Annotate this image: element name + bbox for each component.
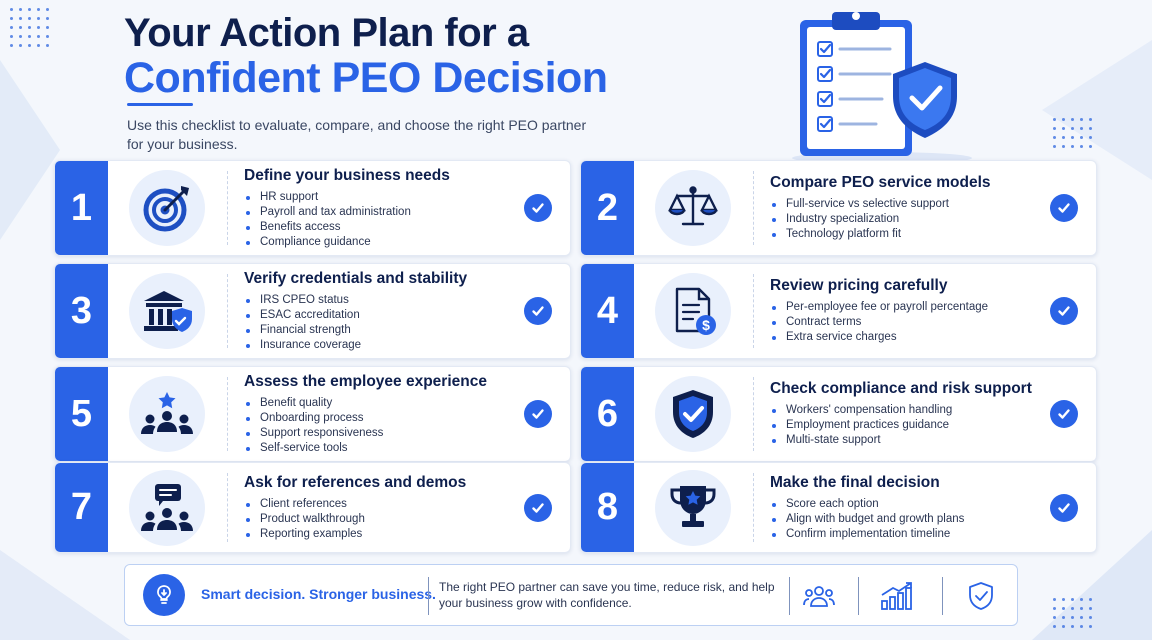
divider bbox=[227, 171, 228, 245]
step-number: 8 bbox=[581, 463, 634, 552]
dot bbox=[46, 44, 49, 47]
step-checklist bbox=[244, 190, 510, 250]
step-content bbox=[770, 277, 1036, 345]
title-line-1: Your Action Plan for a bbox=[124, 11, 529, 55]
dot bbox=[46, 26, 49, 29]
dot bbox=[1080, 127, 1083, 130]
invoice-dollar-icon bbox=[655, 273, 731, 349]
dot bbox=[1080, 118, 1083, 121]
dot bbox=[1089, 145, 1092, 148]
dot bbox=[1089, 607, 1092, 610]
dot bbox=[19, 17, 22, 20]
background-shape bbox=[0, 60, 60, 240]
team-chat-icon bbox=[129, 470, 205, 546]
step-title: Make the final decision bbox=[770, 474, 940, 491]
dot bbox=[19, 44, 22, 47]
dot bbox=[19, 8, 22, 11]
dot bbox=[10, 17, 13, 20]
step-content bbox=[244, 167, 510, 250]
dot bbox=[1062, 625, 1065, 628]
dot bbox=[1053, 616, 1056, 619]
step-title: Review pricing carefully bbox=[770, 277, 948, 294]
dot bbox=[1080, 616, 1083, 619]
footer-description: The right PEO partner can save you time, reduce risk, and help your business grow with confidence. bbox=[439, 580, 775, 610]
checkmark-icon[interactable] bbox=[524, 494, 552, 522]
dot bbox=[1080, 145, 1083, 148]
title-underline bbox=[127, 103, 193, 106]
dot bbox=[1071, 607, 1074, 610]
checklist-item: Payroll and tax administration bbox=[244, 205, 510, 220]
dot bbox=[1071, 598, 1074, 601]
summary-banner bbox=[124, 564, 1018, 626]
step-card-3 bbox=[54, 263, 571, 359]
checklist-item: Contract terms bbox=[770, 315, 1036, 330]
step-content bbox=[770, 174, 1036, 242]
dot bbox=[1062, 136, 1065, 139]
checklist-item: Benefit quality bbox=[244, 396, 510, 411]
dot bbox=[1053, 598, 1056, 601]
growth-chart-icon bbox=[879, 578, 915, 614]
dot bbox=[1071, 118, 1074, 121]
step-content bbox=[244, 373, 510, 456]
checklist-item: Workers' compensation handling bbox=[770, 403, 1036, 418]
clipboard-checklist-icon bbox=[790, 8, 980, 168]
step-checklist bbox=[244, 396, 510, 456]
dot bbox=[1080, 598, 1083, 601]
dot bbox=[1062, 145, 1065, 148]
dot bbox=[1089, 136, 1092, 139]
dot bbox=[28, 26, 31, 29]
dot bbox=[10, 26, 13, 29]
step-checklist bbox=[770, 403, 1036, 448]
checklist-item: Self-service tools bbox=[244, 441, 510, 456]
divider bbox=[227, 274, 228, 348]
step-title: Check compliance and risk support bbox=[770, 380, 1032, 397]
dot bbox=[1062, 607, 1065, 610]
checkmark-icon[interactable] bbox=[1050, 400, 1078, 428]
dot bbox=[1089, 598, 1092, 601]
step-title: Compare PEO service models bbox=[770, 174, 991, 191]
dot bbox=[37, 17, 40, 20]
dot-pattern bbox=[1053, 118, 1092, 148]
page-subtitle: Use this checklist to evaluate, compare, and choose the right PEO partner for your business. bbox=[127, 117, 587, 152]
dot bbox=[28, 35, 31, 38]
step-checklist bbox=[244, 497, 510, 542]
step-number: 1 bbox=[55, 161, 108, 255]
scale-icon bbox=[655, 170, 731, 246]
dot bbox=[28, 8, 31, 11]
dot bbox=[1053, 625, 1056, 628]
dot bbox=[1053, 118, 1056, 121]
footer-tagline: Smart decision. Stronger business. bbox=[201, 586, 436, 602]
dot bbox=[1071, 625, 1074, 628]
dot-pattern bbox=[1053, 598, 1092, 628]
step-number: 2 bbox=[581, 161, 634, 255]
team-star-icon bbox=[129, 376, 205, 452]
checklist-item: Compliance guidance bbox=[244, 235, 510, 250]
checklist-item: Industry specialization bbox=[770, 212, 1036, 227]
checklist-item: IRS CPEO status bbox=[244, 293, 510, 308]
step-card-4 bbox=[580, 263, 1097, 359]
step-title: Ask for references and demos bbox=[244, 474, 467, 491]
checkmark-icon[interactable] bbox=[524, 194, 552, 222]
people-icon bbox=[801, 578, 837, 614]
dot bbox=[1062, 616, 1065, 619]
checklist-item: Align with budget and growth plans bbox=[770, 512, 1036, 527]
checklist-item: Score each option bbox=[770, 497, 1036, 512]
checklist-item: Reporting examples bbox=[244, 527, 510, 542]
checklist-item: Multi-state support bbox=[770, 433, 1036, 448]
dot bbox=[1071, 136, 1074, 139]
checklist-item: Client references bbox=[244, 497, 510, 512]
checkmark-icon[interactable] bbox=[524, 297, 552, 325]
bank-shield-icon bbox=[129, 273, 205, 349]
divider bbox=[753, 171, 754, 245]
step-checklist bbox=[770, 497, 1036, 542]
dot bbox=[1053, 136, 1056, 139]
divider bbox=[858, 577, 859, 615]
divider bbox=[227, 473, 228, 542]
dot bbox=[1080, 625, 1083, 628]
step-card-8 bbox=[580, 462, 1097, 553]
dot bbox=[1062, 127, 1065, 130]
step-content bbox=[770, 474, 1036, 542]
checklist-item: Extra service charges bbox=[770, 330, 1036, 345]
step-number: 3 bbox=[55, 264, 108, 358]
divider bbox=[753, 377, 754, 451]
checklist-item: Full-service vs selective support bbox=[770, 197, 1036, 212]
dot bbox=[28, 17, 31, 20]
checkmark-icon[interactable] bbox=[1050, 194, 1078, 222]
svg-text:$: $ bbox=[702, 317, 710, 333]
dot bbox=[1071, 616, 1074, 619]
checkmark-icon[interactable] bbox=[1050, 494, 1078, 522]
step-number: 7 bbox=[55, 463, 108, 552]
checklist-item: Financial strength bbox=[244, 323, 510, 338]
checklist-item: Employment practices guidance bbox=[770, 418, 1036, 433]
dot bbox=[1071, 145, 1074, 148]
step-content bbox=[770, 380, 1036, 448]
dot bbox=[1089, 625, 1092, 628]
dot bbox=[19, 35, 22, 38]
dot bbox=[10, 8, 13, 11]
step-number: 6 bbox=[581, 367, 634, 461]
checklist-item: Technology platform fit bbox=[770, 227, 1036, 242]
dot bbox=[1062, 118, 1065, 121]
step-title: Verify credentials and stability bbox=[244, 270, 468, 287]
dot bbox=[28, 44, 31, 47]
dot bbox=[46, 17, 49, 20]
divider bbox=[753, 274, 754, 348]
divider bbox=[789, 577, 790, 615]
step-card-5 bbox=[54, 366, 571, 462]
step-title: Assess the employee experience bbox=[244, 373, 487, 390]
divider bbox=[428, 577, 429, 615]
step-checklist bbox=[244, 293, 510, 353]
dot bbox=[1089, 127, 1092, 130]
checklist-item: Benefits access bbox=[244, 220, 510, 235]
dot bbox=[10, 35, 13, 38]
step-card-6 bbox=[580, 366, 1097, 462]
dot bbox=[1053, 607, 1056, 610]
checkmark-icon[interactable] bbox=[524, 400, 552, 428]
checkmark-icon[interactable] bbox=[1050, 297, 1078, 325]
shield-check-icon bbox=[655, 376, 731, 452]
title-line-2: Confident PEO Decision bbox=[124, 54, 608, 102]
dot bbox=[1053, 145, 1056, 148]
divider bbox=[227, 377, 228, 451]
dot bbox=[1080, 607, 1083, 610]
step-content bbox=[244, 474, 510, 542]
dot bbox=[1089, 118, 1092, 121]
dot bbox=[1062, 598, 1065, 601]
target-icon bbox=[129, 170, 205, 246]
dot bbox=[37, 8, 40, 11]
dot bbox=[19, 26, 22, 29]
step-card-1 bbox=[54, 160, 571, 256]
step-number: 4 bbox=[581, 264, 634, 358]
dot bbox=[37, 26, 40, 29]
background-shape bbox=[1042, 40, 1152, 180]
dot bbox=[37, 35, 40, 38]
checklist-item: Onboarding process bbox=[244, 411, 510, 426]
lightbulb-icon bbox=[143, 574, 185, 616]
step-checklist bbox=[770, 197, 1036, 242]
divider bbox=[942, 577, 943, 615]
dot-pattern bbox=[10, 8, 49, 47]
dot bbox=[1080, 136, 1083, 139]
dot bbox=[10, 44, 13, 47]
dot bbox=[1089, 616, 1092, 619]
checklist-item: Support responsiveness bbox=[244, 426, 510, 441]
background-shape bbox=[0, 550, 130, 640]
checklist-item: Insurance coverage bbox=[244, 338, 510, 353]
checklist-item: Product walkthrough bbox=[244, 512, 510, 527]
step-content bbox=[244, 270, 510, 353]
step-card-7 bbox=[54, 462, 571, 553]
step-title: Define your business needs bbox=[244, 167, 450, 184]
dot bbox=[46, 8, 49, 11]
trophy-star-icon bbox=[655, 470, 731, 546]
page-title bbox=[124, 12, 608, 101]
dot bbox=[1071, 127, 1074, 130]
divider bbox=[753, 473, 754, 542]
checklist-item: ESAC accreditation bbox=[244, 308, 510, 323]
step-checklist bbox=[770, 300, 1036, 345]
checklist-item: Per-employee fee or payroll percentage bbox=[770, 300, 1036, 315]
shield-check-icon bbox=[963, 578, 999, 614]
checklist-item: HR support bbox=[244, 190, 510, 205]
step-number: 5 bbox=[55, 367, 108, 461]
step-card-2 bbox=[580, 160, 1097, 256]
dot bbox=[1053, 127, 1056, 130]
dot bbox=[37, 44, 40, 47]
checklist-item: Confirm implementation timeline bbox=[770, 527, 1036, 542]
dot bbox=[46, 35, 49, 38]
